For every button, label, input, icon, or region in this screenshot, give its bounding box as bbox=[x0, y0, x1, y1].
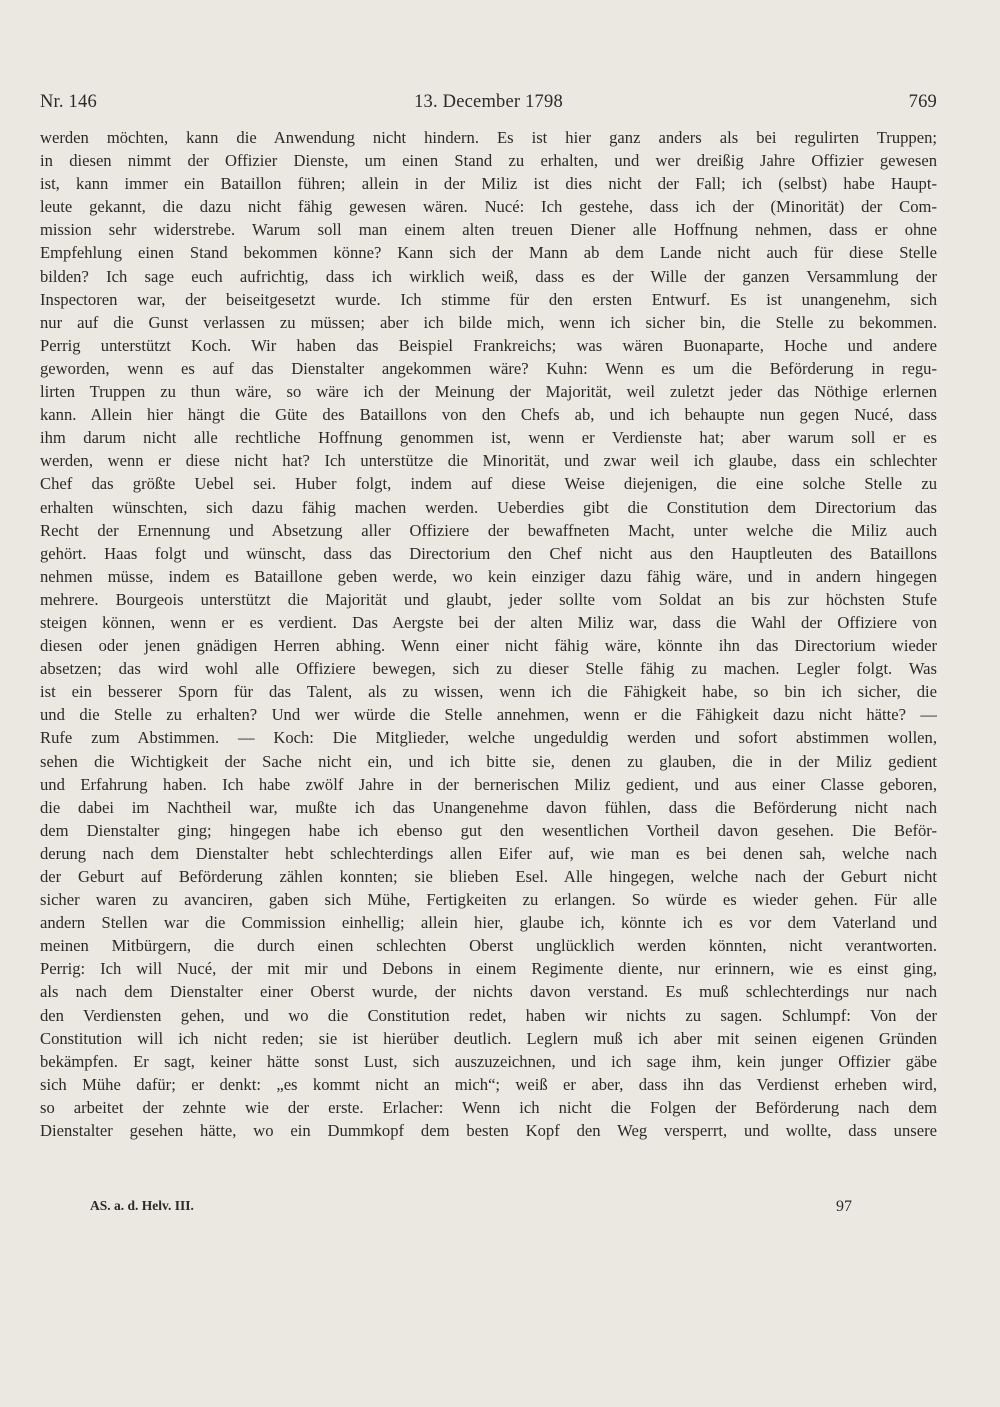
text-line: bilden? Ich sage euch aufrichtig, dass ich wirklich weiß, dass es der Wille der ganzen Versammlung der bbox=[40, 266, 937, 286]
text-line: in diesen nimmt der Offizier Dienste, um einen Stand zu erhalten, und wer dreißig Jahre Offizier gewesen bbox=[40, 151, 937, 171]
text-line: sehen die Wichtigkeit der Sache nicht ein, und ich bitte sie, denen zu glauben, die in der Miliz gedient bbox=[40, 751, 937, 771]
document-date: 13. December 1798 bbox=[414, 92, 563, 112]
text-line: lirten Truppen zu thun wäre, so wäre ich der Meinung der Majorität, weil zuletzt jeder das Nöthige erlernen bbox=[40, 382, 937, 402]
text-line: ist ein besserer Sporn für das Talent, als zu wissen, wenn ich die Fähigkeit habe, so bin ich sicher, die bbox=[40, 682, 937, 702]
text-line: bekämpfen. Er sagt, keiner hätte sonst Lust, sich auszuzeichnen, und ich sage ihm, kein junger Offizier gäbe bbox=[40, 1051, 937, 1071]
text-line: andern Stellen war die Commission einhellig; allein hier, glaube ich, könnte ich es vor dem Vaterland und bbox=[40, 913, 937, 933]
body-text bbox=[40, 126, 937, 1142]
text-line: Perrig: Ich will Nucé, der mit mir und Debons in einem Regimente diente, nur erinnern, wie es einst ging, bbox=[40, 959, 937, 979]
text-line: ist, kann immer ein Bataillon führen; allein in der Miliz ist dies nicht der Fall; ich (selbst) habe Haupt- bbox=[40, 174, 937, 194]
text-line: dem Dienstalter ging; hingegen habe ich ebenso gut den wesentlichen Vortheil davon gesehen. Die Beför- bbox=[40, 820, 937, 840]
text-line: gehört. Haas folgt und wünscht, dass das Directorium den Chef nicht aus den Hauptleuten des Bataillons bbox=[40, 543, 937, 563]
text-line: meinen Mitbürgern, die durch einen schlechten Oberst unglücklich werden könnten, nicht verantworten. bbox=[40, 936, 937, 956]
text-line: kann. Allein hier hängt die Güte des Bataillons von den Chefs ab, und ich behaupte nun gegen Nucé, dass bbox=[40, 405, 937, 425]
text-line: Dienstalter gesehen hätte, wo ein Dummkopf dem besten Kopf den Weg versperrt, und wollte, dass unsere bbox=[40, 1121, 937, 1141]
text-line: Rufe zum Abstimmen. — Koch: Die Mitglieder, welche ungeduldig werden und sofort abstimmen wollen, bbox=[40, 728, 937, 748]
signature-mark: AS. a. d. Helv. III. bbox=[90, 1198, 194, 1213]
text-line: und die Stelle zu erhalten? Und wer würde die Stelle annehmen, wenn er die Fähigkeit dazu nicht hätte? — bbox=[40, 705, 937, 725]
text-line: steigen können, wenn er es verdient. Das Aergste bei der alten Miliz war, dass die Wahl der Offiziere von bbox=[40, 612, 937, 632]
text-line: Perrig unterstützt Koch. Wir haben das Beispiel Frankreichs; was wären Buonaparte, Hoche und andere bbox=[40, 335, 937, 355]
page-number: 769 bbox=[908, 92, 937, 112]
page-footer bbox=[40, 1198, 937, 1218]
text-line: als nach dem Dienstalter einer Oberst wurde, der nichts davon verstand. Es muß schlechterdings nur nach bbox=[40, 982, 937, 1002]
text-line: und Erfahrung haben. Ich habe zwölf Jahre in der bernerischen Miliz gedient, und aus einer Classe geboren, bbox=[40, 774, 937, 794]
text-line: Recht der Ernennung und Absetzung aller Offiziere der bewaffneten Macht, unter welche die Miliz auch bbox=[40, 520, 937, 540]
text-line: werden möchten, kann die Anwendung nicht hindern. Es ist hier ganz anders als bei regulirten Truppen; bbox=[40, 128, 937, 147]
text-line: nur auf die Gunst verlassen zu müssen; aber ich bilde mich, wenn ich sicher bin, die Stelle zu bekommen. bbox=[40, 312, 937, 332]
sheet-number: 97 bbox=[836, 1198, 852, 1215]
text-line: nehmen müsse, indem es Bataillone geben werde, wo kein einziger dazu fähig wäre, und in andern hingegen bbox=[40, 566, 937, 586]
text-line: mehrere. Bourgeois unterstützt die Majorität und glaubt, jeder sollte vom Soldat an bis zur höchsten Stufe bbox=[40, 589, 937, 609]
text-line: den Verdiensten gehen, und wo die Constitution redet, haben wir nichts zu sagen. Schlumpf: Von der bbox=[40, 1005, 937, 1025]
text-line: sicher waren zu avanciren, gaben sich Mühe, Fertigkeiten zu erlangen. So würde es wieder gehen. Für alle bbox=[40, 890, 937, 910]
text-line: werden, wenn er diese nicht hat? Ich unterstütze die Minorität, und zwar weil ich glaube, dass ein schlechter bbox=[40, 451, 937, 471]
text-line: Empfehlung einen Stand bekommen könne? Kann sich der Mann ab dem Lande nicht auch für diese Stelle bbox=[40, 243, 937, 263]
text-line: erhalten wünschten, sich dazu fähig machen werden. Ueberdies gibt die Constitution dem Directorium das bbox=[40, 497, 937, 517]
text-line: Constitution will ich nicht reden; sie ist hierüber deutlich. Leglern muß ich aber mit seinen eigenen Gründen bbox=[40, 1028, 937, 1048]
page-header bbox=[40, 92, 937, 116]
text-line: mission sehr widerstrebe. Warum soll man einem alten treuen Diener alle Hoffnung nehmen, dass er ohne bbox=[40, 220, 937, 240]
text-line: die dabei im Nachtheil war, mußte ich das Unangenehme davon fühlen, dass die Beförderung nicht nach bbox=[40, 797, 937, 817]
text-line: so arbeitet der zehnte wie der erste. Erlacher: Wenn ich nicht die Folgen der Beförderung nach dem bbox=[40, 1097, 937, 1117]
text-line: absetzen; das wird wohl alle Offiziere bewegen, sich zu dieser Stelle fähig zu machen. Legler folgt. Was bbox=[40, 659, 937, 679]
text-line: der Geburt auf Beförderung zählen konnten; sie blieben Esel. Alle hingegen, welche nach der Geburt nicht bbox=[40, 867, 937, 886]
text-line: diesen oder jenen gnädigen Herren abhing. Wenn einer nicht fähig wäre, könnte ihn das Directorium wieder bbox=[40, 636, 937, 656]
text-line: sich Mühe dafür; er denkt: „es kommt nicht an mich“; weiß er aber, dass ihn das Verdienst erheben wird, bbox=[40, 1074, 937, 1094]
text-line: Inspectoren war, der beiseitgesetzt wurde. Ich stimme für den ersten Entwurf. Es ist unangenehm, sich bbox=[40, 289, 937, 309]
text-line: derung nach dem Dienstalter hebt schlechterdings allen Eifer auf, wie man es bei denen sah, welche nach bbox=[40, 843, 937, 863]
text-line: geworden, wenn es auf das Dienstalter angekommen wäre? Kuhn: Wenn es um die Beförderung in regu- bbox=[40, 358, 937, 378]
document-number: Nr. 146 bbox=[40, 92, 97, 112]
text-line: leute gekannt, die dazu nicht fähig gewesen wären. Nucé: Ich gestehe, dass ich der (Minorität) der Com- bbox=[40, 197, 937, 217]
text-line: ihm darum nicht alle rechtliche Hoffnung genommen ist, wenn er Verdienste hat; aber warum soll er es bbox=[40, 428, 937, 448]
text-line: Chef das größte Uebel sei. Huber folgt, indem auf diese Weise diejenigen, die eine solche Stelle zu bbox=[40, 474, 937, 494]
